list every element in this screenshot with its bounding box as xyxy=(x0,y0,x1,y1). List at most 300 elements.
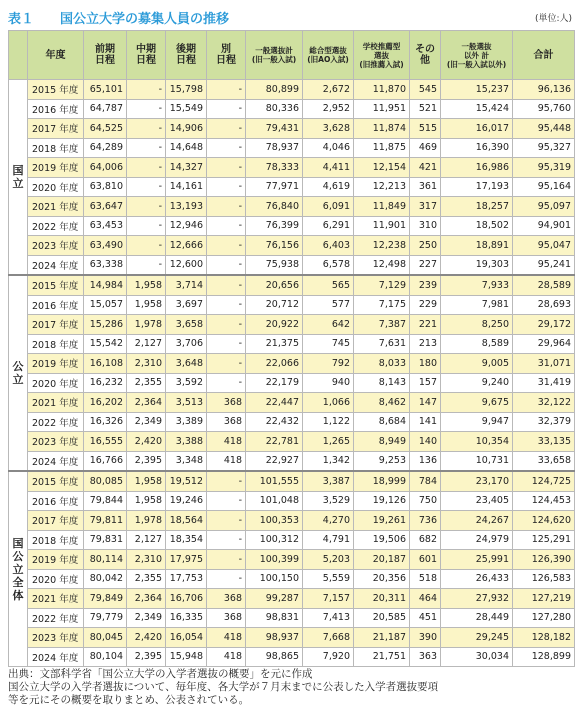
value-cell: 79,831 xyxy=(84,530,127,550)
value-cell: 7,157 xyxy=(303,589,354,609)
value-cell: 14,161 xyxy=(166,177,207,197)
value-cell: 5,203 xyxy=(303,550,354,570)
value-cell: 2,355 xyxy=(127,373,166,393)
value-cell: 20,922 xyxy=(246,315,303,335)
year-cell: 2024 年度 xyxy=(28,451,84,471)
table-row xyxy=(9,295,575,315)
value-cell: 16,335 xyxy=(166,608,207,628)
value-cell: 1,958 xyxy=(127,471,166,491)
table-row xyxy=(9,80,575,100)
value-cell: 940 xyxy=(303,373,354,393)
value-cell: 368 xyxy=(207,608,246,628)
value-cell: 12,154 xyxy=(354,158,410,178)
value-cell: - xyxy=(207,216,246,236)
value-cell: 601 xyxy=(410,550,441,570)
value-cell: 1,122 xyxy=(303,412,354,432)
table-row xyxy=(9,451,575,471)
value-cell: 16,054 xyxy=(166,628,207,648)
table-row xyxy=(9,412,575,432)
value-cell: 2,420 xyxy=(127,628,166,648)
value-cell: - xyxy=(207,569,246,589)
value-cell: 29,172 xyxy=(513,315,575,335)
table-row xyxy=(9,491,575,511)
value-cell: 20,356 xyxy=(354,569,410,589)
value-cell: 2,395 xyxy=(127,647,166,667)
value-cell: - xyxy=(207,177,246,197)
value-cell: 7,920 xyxy=(303,647,354,667)
year-cell: 2018 年度 xyxy=(28,138,84,158)
value-cell: 12,213 xyxy=(354,177,410,197)
value-cell: 363 xyxy=(410,647,441,667)
value-cell: 63,453 xyxy=(84,216,127,236)
value-cell: 14,984 xyxy=(84,275,127,295)
header-cell: 学校推薦型 選抜 (旧推薦入試) xyxy=(354,31,410,80)
value-cell: 736 xyxy=(410,511,441,531)
value-cell: 2,349 xyxy=(127,608,166,628)
value-cell: 147 xyxy=(410,393,441,413)
table-row xyxy=(9,647,575,667)
value-cell: 22,447 xyxy=(246,393,303,413)
value-cell: 4,619 xyxy=(303,177,354,197)
value-cell: 1,978 xyxy=(127,511,166,531)
header-cell: 後期 日程 xyxy=(166,31,207,80)
value-cell: - xyxy=(207,315,246,335)
value-cell: - xyxy=(207,511,246,531)
value-cell: 28,693 xyxy=(513,295,575,315)
value-cell: 63,810 xyxy=(84,177,127,197)
value-cell: 10,354 xyxy=(441,432,513,452)
value-cell: - xyxy=(207,471,246,491)
year-cell: 2023 年度 xyxy=(28,432,84,452)
year-cell: 2015 年度 xyxy=(28,275,84,295)
value-cell: 18,502 xyxy=(441,216,513,236)
table-row xyxy=(9,236,575,256)
value-cell: - xyxy=(127,236,166,256)
unit-note: (単位:人) xyxy=(534,14,572,24)
value-cell: 16,202 xyxy=(84,393,127,413)
value-cell: 11,870 xyxy=(354,80,410,100)
table-row xyxy=(9,393,575,413)
value-cell: 23,405 xyxy=(441,491,513,511)
value-cell: 4,046 xyxy=(303,138,354,158)
value-cell: 63,490 xyxy=(84,236,127,256)
table-number: 表１ xyxy=(8,12,35,27)
value-cell: 80,045 xyxy=(84,628,127,648)
value-cell: 368 xyxy=(207,412,246,432)
table-row xyxy=(9,432,575,452)
value-cell: 15,542 xyxy=(84,334,127,354)
value-cell: 390 xyxy=(410,628,441,648)
value-cell: 15,237 xyxy=(441,80,513,100)
value-cell: 521 xyxy=(410,99,441,119)
value-cell: 239 xyxy=(410,275,441,295)
value-cell: 18,257 xyxy=(441,197,513,217)
value-cell: 21,187 xyxy=(354,628,410,648)
value-cell: 19,512 xyxy=(166,471,207,491)
value-cell: 29,964 xyxy=(513,334,575,354)
year-cell: 2018 年度 xyxy=(28,530,84,550)
table-row xyxy=(9,255,575,275)
value-cell: 565 xyxy=(303,275,354,295)
value-cell: 2,672 xyxy=(303,80,354,100)
value-cell: 15,057 xyxy=(84,295,127,315)
year-cell: 2022 年度 xyxy=(28,608,84,628)
value-cell: 75,938 xyxy=(246,255,303,275)
value-cell: 98,865 xyxy=(246,647,303,667)
value-cell: 368 xyxy=(207,589,246,609)
year-cell: 2016 年度 xyxy=(28,99,84,119)
value-cell: 99,287 xyxy=(246,589,303,609)
value-cell: 7,175 xyxy=(354,295,410,315)
value-cell: 229 xyxy=(410,295,441,315)
value-cell: 8,250 xyxy=(441,315,513,335)
value-cell: 32,379 xyxy=(513,412,575,432)
value-cell: 250 xyxy=(410,236,441,256)
value-cell: 792 xyxy=(303,354,354,374)
value-cell: 20,656 xyxy=(246,275,303,295)
year-cell: 2019 年度 xyxy=(28,550,84,570)
header-corner xyxy=(9,31,28,80)
value-cell: - xyxy=(207,255,246,275)
value-cell: 11,875 xyxy=(354,138,410,158)
year-cell: 2017 年度 xyxy=(28,511,84,531)
value-cell: 64,787 xyxy=(84,99,127,119)
value-cell: 126,390 xyxy=(513,550,575,570)
value-cell: 1,958 xyxy=(127,295,166,315)
value-cell: 8,949 xyxy=(354,432,410,452)
value-cell: - xyxy=(127,197,166,217)
value-cell: 17,975 xyxy=(166,550,207,570)
header-cell: 合計 xyxy=(513,31,575,80)
value-cell: - xyxy=(207,295,246,315)
value-cell: 64,289 xyxy=(84,138,127,158)
value-cell: 682 xyxy=(410,530,441,550)
value-cell: 3,628 xyxy=(303,119,354,139)
value-cell: 20,187 xyxy=(354,550,410,570)
year-cell: 2019 年度 xyxy=(28,158,84,178)
value-cell: 16,766 xyxy=(84,451,127,471)
table-row xyxy=(9,334,575,354)
year-cell: 2024 年度 xyxy=(28,647,84,667)
value-cell: 18,999 xyxy=(354,471,410,491)
value-cell: 15,798 xyxy=(166,80,207,100)
value-cell: 14,648 xyxy=(166,138,207,158)
value-cell: 31,071 xyxy=(513,354,575,374)
value-cell: 1,066 xyxy=(303,393,354,413)
value-cell: 3,658 xyxy=(166,315,207,335)
value-cell: 141 xyxy=(410,412,441,432)
value-cell: 80,042 xyxy=(84,569,127,589)
value-cell: 6,091 xyxy=(303,197,354,217)
title-row xyxy=(8,6,574,28)
value-cell: 3,348 xyxy=(166,451,207,471)
table-row xyxy=(9,569,575,589)
value-cell: 7,413 xyxy=(303,608,354,628)
value-cell: - xyxy=(207,80,246,100)
value-cell: 1,342 xyxy=(303,451,354,471)
year-cell: 2019 年度 xyxy=(28,354,84,374)
value-cell: 64,525 xyxy=(84,119,127,139)
value-cell: 642 xyxy=(303,315,354,335)
value-cell: 78,333 xyxy=(246,158,303,178)
value-cell: 95,760 xyxy=(513,99,575,119)
group-label: 公 立 xyxy=(9,275,28,471)
year-cell: 2021 年度 xyxy=(28,393,84,413)
table-row xyxy=(9,511,575,531)
value-cell: - xyxy=(127,138,166,158)
value-cell: 1,978 xyxy=(127,315,166,335)
value-cell: 11,951 xyxy=(354,99,410,119)
value-cell: 77,971 xyxy=(246,177,303,197)
value-cell: 2,127 xyxy=(127,334,166,354)
value-cell: 3,387 xyxy=(303,471,354,491)
value-cell: - xyxy=(207,354,246,374)
value-cell: 4,270 xyxy=(303,511,354,531)
value-cell: 3,388 xyxy=(166,432,207,452)
header-cell: 前期 日程 xyxy=(84,31,127,80)
value-cell: 157 xyxy=(410,373,441,393)
value-cell: 28,589 xyxy=(513,275,575,295)
year-cell: 2016 年度 xyxy=(28,491,84,511)
header-cell: 年度 xyxy=(28,31,84,80)
value-cell: 98,937 xyxy=(246,628,303,648)
value-cell: 6,291 xyxy=(303,216,354,236)
value-cell: 545 xyxy=(410,80,441,100)
value-cell: 745 xyxy=(303,334,354,354)
table-row xyxy=(9,589,575,609)
value-cell: 227 xyxy=(410,255,441,275)
value-cell: 421 xyxy=(410,158,441,178)
value-cell: 22,179 xyxy=(246,373,303,393)
value-cell: 33,658 xyxy=(513,451,575,471)
value-cell: 29,245 xyxy=(441,628,513,648)
year-cell: 2024 年度 xyxy=(28,255,84,275)
value-cell: 3,513 xyxy=(166,393,207,413)
table-row xyxy=(9,530,575,550)
value-cell: 16,232 xyxy=(84,373,127,393)
table-row xyxy=(9,373,575,393)
value-cell: 21,751 xyxy=(354,647,410,667)
table-row xyxy=(9,628,575,648)
value-cell: 21,375 xyxy=(246,334,303,354)
value-cell: 76,156 xyxy=(246,236,303,256)
value-cell: 64,006 xyxy=(84,158,127,178)
value-cell: 464 xyxy=(410,589,441,609)
value-cell: 79,811 xyxy=(84,511,127,531)
value-cell: 12,946 xyxy=(166,216,207,236)
value-cell: 22,066 xyxy=(246,354,303,374)
value-cell: 15,549 xyxy=(166,99,207,119)
value-cell: 95,097 xyxy=(513,197,575,217)
value-cell: 9,675 xyxy=(441,393,513,413)
value-cell: 126,583 xyxy=(513,569,575,589)
value-cell: 451 xyxy=(410,608,441,628)
value-cell: 24,979 xyxy=(441,530,513,550)
value-cell: 12,600 xyxy=(166,255,207,275)
value-cell: 750 xyxy=(410,491,441,511)
source-note xyxy=(8,668,574,707)
value-cell: - xyxy=(207,530,246,550)
value-cell: 12,666 xyxy=(166,236,207,256)
value-cell: 24,267 xyxy=(441,511,513,531)
value-cell: 2,349 xyxy=(127,412,166,432)
year-cell: 2020 年度 xyxy=(28,177,84,197)
value-cell: 784 xyxy=(410,471,441,491)
value-cell: 20,311 xyxy=(354,589,410,609)
year-cell: 2022 年度 xyxy=(28,412,84,432)
value-cell: 11,849 xyxy=(354,197,410,217)
value-cell: 7,387 xyxy=(354,315,410,335)
value-cell: 2,310 xyxy=(127,354,166,374)
value-cell: - xyxy=(207,550,246,570)
value-cell: 95,319 xyxy=(513,158,575,178)
value-cell: 361 xyxy=(410,177,441,197)
value-cell: 6,578 xyxy=(303,255,354,275)
value-cell: 1,958 xyxy=(127,275,166,295)
value-cell: 80,336 xyxy=(246,99,303,119)
value-cell: 20,585 xyxy=(354,608,410,628)
header-cell: 一般選抜 以外 計 (旧一般入試以外) xyxy=(441,31,513,80)
year-cell: 2015 年度 xyxy=(28,80,84,100)
value-cell: 79,844 xyxy=(84,491,127,511)
value-cell: 19,506 xyxy=(354,530,410,550)
value-cell: 95,047 xyxy=(513,236,575,256)
value-cell: 25,991 xyxy=(441,550,513,570)
value-cell: 3,592 xyxy=(166,373,207,393)
value-cell: 10,731 xyxy=(441,451,513,471)
value-cell: 2,364 xyxy=(127,393,166,413)
value-cell: 7,981 xyxy=(441,295,513,315)
value-cell: 418 xyxy=(207,647,246,667)
value-cell: 14,327 xyxy=(166,158,207,178)
header-cell: 別 日程 xyxy=(207,31,246,80)
value-cell: 100,399 xyxy=(246,550,303,570)
value-cell: 4,791 xyxy=(303,530,354,550)
value-cell: - xyxy=(207,138,246,158)
value-cell: 16,326 xyxy=(84,412,127,432)
value-cell: 8,684 xyxy=(354,412,410,432)
value-cell: 515 xyxy=(410,119,441,139)
year-cell: 2018 年度 xyxy=(28,334,84,354)
value-cell: 9,240 xyxy=(441,373,513,393)
value-cell: 2,355 xyxy=(127,569,166,589)
value-cell: 5,559 xyxy=(303,569,354,589)
value-cell: 16,390 xyxy=(441,138,513,158)
table-row xyxy=(9,177,575,197)
value-cell: 20,712 xyxy=(246,295,303,315)
value-cell: 221 xyxy=(410,315,441,335)
value-cell: 18,564 xyxy=(166,511,207,531)
value-cell: - xyxy=(127,158,166,178)
value-cell: 6,403 xyxy=(303,236,354,256)
value-cell: 128,899 xyxy=(513,647,575,667)
value-cell: 22,927 xyxy=(246,451,303,471)
table-row xyxy=(9,315,575,335)
value-cell: 63,647 xyxy=(84,197,127,217)
value-cell: 3,529 xyxy=(303,491,354,511)
year-cell: 2016 年度 xyxy=(28,295,84,315)
value-cell: 3,648 xyxy=(166,354,207,374)
value-cell: - xyxy=(127,99,166,119)
value-cell: 4,411 xyxy=(303,158,354,178)
value-cell: 19,303 xyxy=(441,255,513,275)
value-cell: 80,114 xyxy=(84,550,127,570)
value-cell: 19,261 xyxy=(354,511,410,531)
value-cell: 22,781 xyxy=(246,432,303,452)
table-row xyxy=(9,471,575,491)
value-cell: 94,901 xyxy=(513,216,575,236)
value-cell: 2,395 xyxy=(127,451,166,471)
value-cell: 13,193 xyxy=(166,197,207,217)
value-cell: 9,947 xyxy=(441,412,513,432)
value-cell: 76,399 xyxy=(246,216,303,236)
value-cell: 8,462 xyxy=(354,393,410,413)
value-cell: 2,420 xyxy=(127,432,166,452)
value-cell: 95,327 xyxy=(513,138,575,158)
value-cell: 317 xyxy=(410,197,441,217)
value-cell: 65,101 xyxy=(84,80,127,100)
value-cell: 78,937 xyxy=(246,138,303,158)
value-cell: 127,280 xyxy=(513,608,575,628)
table-row xyxy=(9,354,575,374)
group-label: 国 立 xyxy=(9,80,28,276)
table-row xyxy=(9,275,575,295)
value-cell: 30,034 xyxy=(441,647,513,667)
footer-line: 国公立大学の入学者選抜について、毎年度、各大学が７月末までに公表した入学者選抜要項 xyxy=(8,681,439,693)
year-cell: 2017 年度 xyxy=(28,315,84,335)
value-cell: - xyxy=(207,99,246,119)
year-cell: 2021 年度 xyxy=(28,589,84,609)
value-cell: 15,948 xyxy=(166,647,207,667)
value-cell: 101,048 xyxy=(246,491,303,511)
value-cell: 79,849 xyxy=(84,589,127,609)
value-cell: - xyxy=(207,373,246,393)
value-cell: 11,901 xyxy=(354,216,410,236)
value-cell: 19,246 xyxy=(166,491,207,511)
value-cell: 136 xyxy=(410,451,441,471)
value-cell: 2,310 xyxy=(127,550,166,570)
value-cell: 17,753 xyxy=(166,569,207,589)
value-cell: 23,170 xyxy=(441,471,513,491)
value-cell: 213 xyxy=(410,334,441,354)
value-cell: 17,193 xyxy=(441,177,513,197)
value-cell: 16,986 xyxy=(441,158,513,178)
header-cell: 一般選抜計 (旧一般入試) xyxy=(246,31,303,80)
value-cell: 16,108 xyxy=(84,354,127,374)
value-cell: 12,498 xyxy=(354,255,410,275)
value-cell: 3,714 xyxy=(166,275,207,295)
value-cell: 79,779 xyxy=(84,608,127,628)
value-cell: 310 xyxy=(410,216,441,236)
value-cell: 28,449 xyxy=(441,608,513,628)
value-cell: 80,899 xyxy=(246,80,303,100)
value-cell: 18,891 xyxy=(441,236,513,256)
year-cell: 2020 年度 xyxy=(28,569,84,589)
value-cell: 18,354 xyxy=(166,530,207,550)
value-cell: 8,143 xyxy=(354,373,410,393)
value-cell: 15,424 xyxy=(441,99,513,119)
year-cell: 2022 年度 xyxy=(28,216,84,236)
header-cell: その 他 xyxy=(410,31,441,80)
header-cell: 総合型選抜 (旧AO入試) xyxy=(303,31,354,80)
value-cell: 16,555 xyxy=(84,432,127,452)
year-cell: 2015 年度 xyxy=(28,471,84,491)
table-row xyxy=(9,197,575,217)
value-cell: 76,840 xyxy=(246,197,303,217)
value-cell: 8,033 xyxy=(354,354,410,374)
value-cell: 418 xyxy=(207,451,246,471)
value-cell: 95,241 xyxy=(513,255,575,275)
